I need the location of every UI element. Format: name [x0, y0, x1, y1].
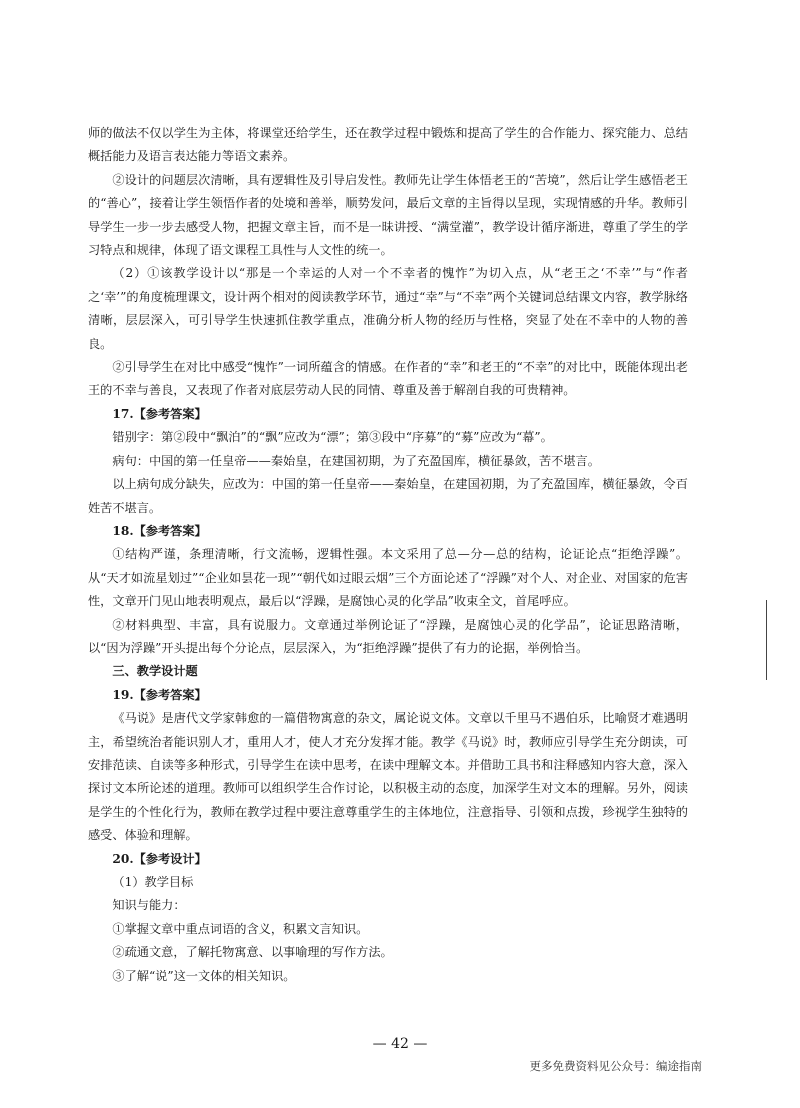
paragraph: （2）①该教学设计以“那是一个幸运的人对一个不幸者的愧怍”为切入点，从“老王之‘不幸’”与“作者之‘幸’”的角度梳理课文，设计两个相对的阅读教学环节，通过“幸”与“不幸”两个关键词总结课文内容，教学脉络清晰，层层深入，可引导学生快速抓住教学重点，准确分析人物的经历与性格，突显了处在不幸中的人物的善良。	[88, 266, 688, 351]
paragraph: ①掌握文章中重点词语的含义，积累文言知识。	[112, 921, 369, 936]
section-heading-teaching-design: 三、教学设计题	[112, 664, 198, 679]
paragraph: ②设计的问题层次清晰，具有逻辑性及引导启发性。教师先让学生体悟老王的“苦境”，然后让学生感悟老王的“善心”，接着让学生领悟作者的处境和善举，顺势发问，最后文章的主旨得以呈现，实现情感的升华。教师引导学生一步一步去感受人物，把握文章主旨，而不是一昧讲授、“满堂灌”，教学设计循序渐进，尊重了学生的学习特点和规律，体现了语文课程工具性与人文性的统一。	[88, 172, 688, 258]
paragraph: 《马说》是唐代文学家韩愈的一篇借物寓意的杂文，属论说文体。文章以千里马不遇伯乐，比喻贤才难遇明主，希望统治者能识别人才，重用人才，使人才充分发挥才能。教学《马说》时，教师应引导学生充分朗读，可安排范读、自读等多种形式，引导学生在读中思考，在读中理解文本。并借助工具书和注释感知内容大意，深入探讨文本所论述的道理。教师可以组织学生合作讨论，以积极主动的态度，加深学生对文本的理解。另外，阅读是学生的个性化行为，教师在教学过程中要注意尊重学生的主体地位，注意指导、引领和点拨，珍视学生独特的感受、体验和理解。	[88, 711, 688, 843]
answer-heading-17: 17.【参考答案】	[112, 406, 207, 421]
paragraph: ②疏通文意，了解托物寓意、以事喻理的写作方法。	[112, 945, 393, 960]
paragraph: （1）教学目标	[112, 875, 194, 889]
paragraph: ②材料典型、丰富，具有说服力。文章通过举例论证了“浮躁，是腐蚀心灵的化学品”，论证思路清晰，以“因为浮躁”开头提出每个分论点，层层深入，为“拒绝浮躁”提供了有力的论据，举例恰当。	[88, 617, 688, 655]
paragraph: 知识与能力：	[112, 898, 186, 913]
page-body	[88, 122, 688, 988]
answer-heading-20: 20.【参考设计】	[112, 851, 207, 866]
paragraph: ①结构严谨，条理清晰，行文流畅，逻辑性强。本文采用了总—分—总的结构，论证论点“拒绝浮躁”。从“天才如流星划过”“企业如昙花一现”“朝代如过眼云烟”三个方面论述了“浮躁”对个人、对企业、对国家的危害性，文章开门见山地表明观点，最后以“浮躁，是腐蚀心灵的化学品”收束全文，首尾呼应。	[88, 547, 688, 609]
footer-note: 更多免费资料见公众号：编途指南	[529, 1059, 702, 1073]
paragraph: ②引导学生在对比中感受“愧怍”一词所蕴含的情感。在作者的“幸”和老王的“不幸”的对比中，既能体现出老王的不幸与善良，又表现了作者对底层劳动人民的同情、尊重及善于解剖自我的可贵精神。	[88, 360, 688, 398]
paragraph-continuation: 师的做法不仅以学生为主体，将课堂还给学生，还在教学过程中锻炼和提高了学生的合作能力、探究能力、总结概括能力及语言表达能力等语文素养。	[88, 126, 688, 164]
paragraph: ③了解“说”这一文体的相关知识。	[112, 968, 296, 983]
page-number: — 42 —	[372, 1036, 428, 1052]
answer-heading-19: 19.【参考答案】	[112, 687, 207, 702]
paragraph: 病句：中国的第一任皇帝——秦始皇，在建国初期，为了充盈国库，横征暴敛，苦不堪言。	[112, 453, 600, 468]
margin-rule	[766, 600, 767, 680]
paragraph: 以上病句成分缺失，应改为：中国的第一任皇帝——秦始皇，在建国初期，为了充盈国库，横征暴敛，令百姓苦不堪言。	[88, 477, 688, 515]
paragraph: 错别字：第②段中“飘泊”的“飘”应改为“漂”；第③段中“序募”的“募”应改为“幕”。	[112, 430, 553, 445]
answer-heading-18: 18.【参考答案】	[112, 523, 207, 538]
